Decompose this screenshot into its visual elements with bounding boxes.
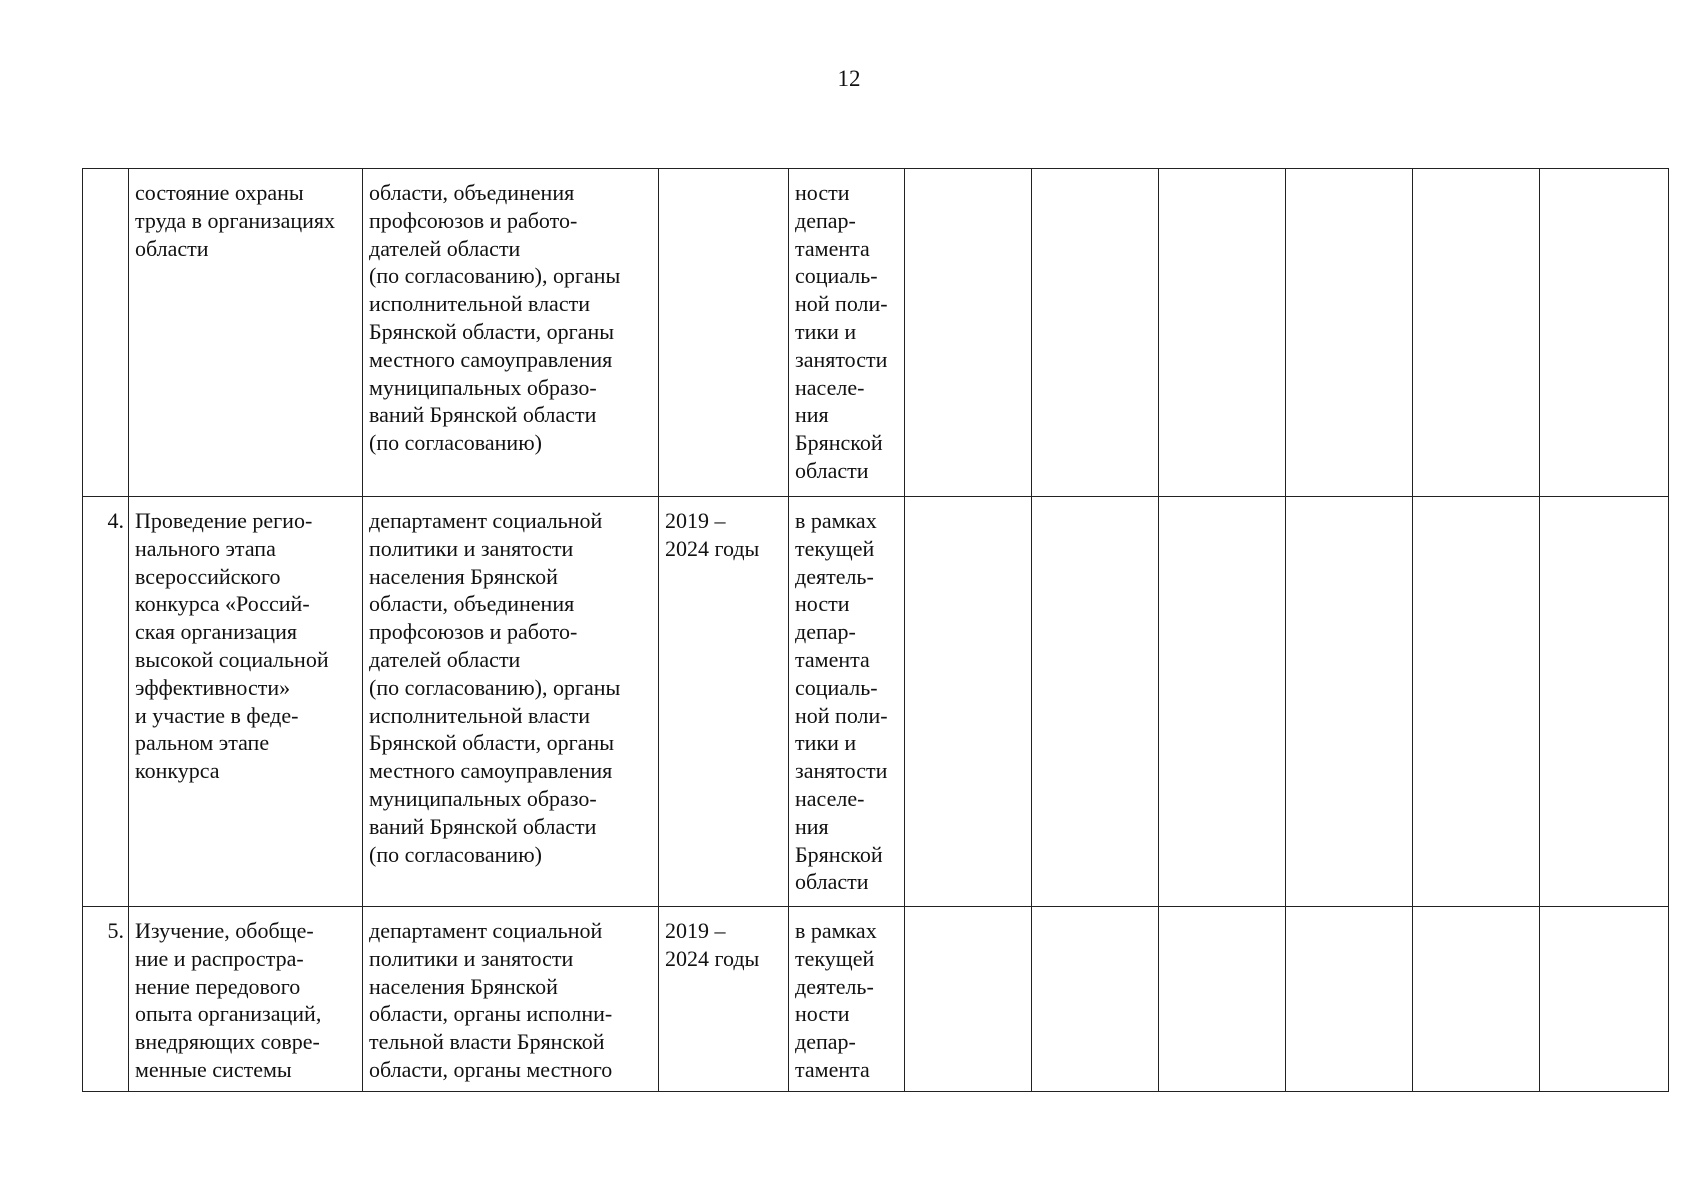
empty-cell [1413,907,1540,1092]
row-number: 5. [83,907,129,1092]
page-number: 12 [837,66,861,91]
empty-cell [1286,907,1413,1092]
table-row [83,169,1669,497]
activity-cell: Проведение регио- нального этапа всероссийского конкурса «Россий- ская организация высокой социальной эффективности» и участие в феде- ральном этапе конкурса [129,497,363,907]
empty-cell [1413,169,1540,497]
activity-cell: состояние охраны труда в организациях области [129,169,363,497]
table-row [83,497,1669,907]
empty-cell [1159,497,1286,907]
funding-cell: ности депар- тамента социаль- ной поли- тики и занятости населе- ния Брянской области [789,169,905,497]
period-cell: 2019 – 2024 годы [659,497,789,907]
empty-cell [1540,169,1669,497]
empty-cell [1159,169,1286,497]
funding-cell: в рамках текущей деятель- ности депар- тамента [789,907,905,1092]
empty-cell [1032,497,1159,907]
period-cell [659,169,789,497]
executors-cell: департамент социальной политики и занятости населения Брянской области, органы исполни- тельной власти Брянской области, органы местного [363,907,659,1092]
empty-cell [1032,907,1159,1092]
empty-cell [905,169,1032,497]
empty-cell [1286,497,1413,907]
activity-cell: Изучение, обобще- ние и распростра- нение передового опыта организаций, внедряющих совре- менные системы [129,907,363,1092]
executors-cell: департамент социальной политики и занятости населения Брянской области, объединения профсоюзов и работо- дателей области (по согласованию), органы исполнительной власти Брянской области, органы местного самоуправления муниципальных образо- ваний Брянской области (по согласованию) [363,497,659,907]
empty-cell [905,907,1032,1092]
empty-cell [1032,169,1159,497]
empty-cell [1540,907,1669,1092]
table-row [83,907,1669,1092]
row-number [83,169,129,497]
empty-cell [905,497,1032,907]
executors-cell: области, объединения профсоюзов и работо- дателей области (по согласованию), органы исполнительной власти Брянской области, органы местного самоуправления муниципальных образо- ваний Брянской области (по согласованию) [363,169,659,497]
row-number: 4. [83,497,129,907]
plan-table [82,168,1669,1092]
empty-cell [1540,497,1669,907]
empty-cell [1413,497,1540,907]
period-cell: 2019 – 2024 годы [659,907,789,1092]
funding-cell: в рамках текущей деятель- ности депар- тамента социаль- ной поли- тики и занятости населе- ния Брянской области [789,497,905,907]
empty-cell [1159,907,1286,1092]
empty-cell [1286,169,1413,497]
